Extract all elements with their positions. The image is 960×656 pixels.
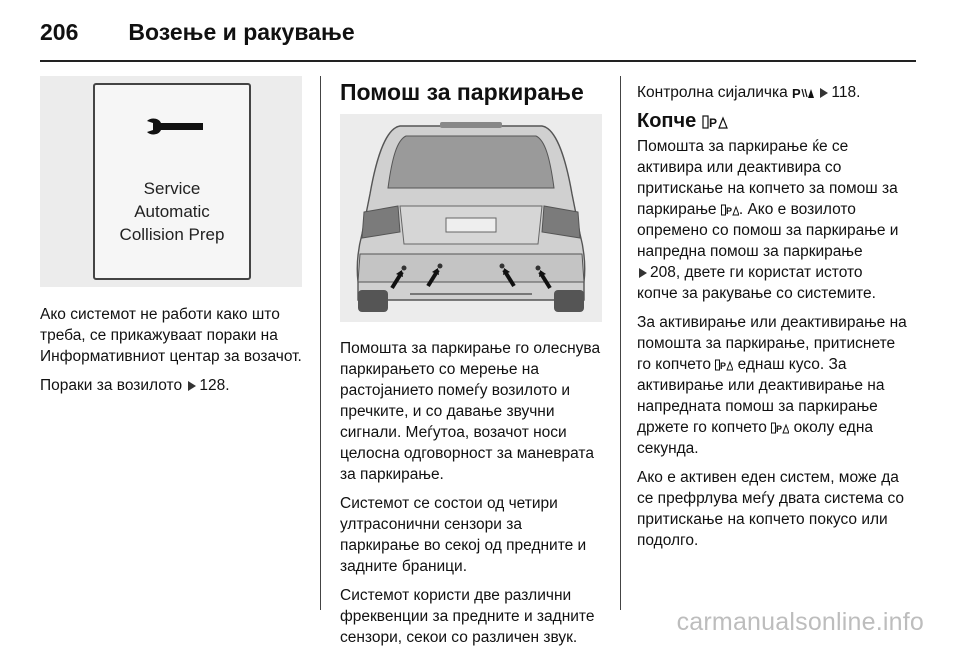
svg-text:P: P xyxy=(725,205,732,216)
svg-text:P: P xyxy=(792,85,801,100)
column-divider-1 xyxy=(320,76,321,610)
chapter-title: Возење и ракување xyxy=(128,18,355,45)
parking-assist-icon xyxy=(792,86,814,100)
button-subtitle: Копче P xyxy=(637,111,907,132)
display-line-service: Service xyxy=(143,179,201,198)
display-line-automatic: Automatic xyxy=(134,202,210,221)
svg-text:P: P xyxy=(709,115,718,130)
page-reference: 128. xyxy=(199,377,230,394)
parking-assist-button-icon xyxy=(702,114,728,130)
parking-assist-button-icon xyxy=(771,422,789,434)
parking-assist-button-icon xyxy=(721,204,739,216)
svg-text:P: P xyxy=(776,423,783,434)
right-paragraph-3: Ако е активен еден систем, може да се префрлува меѓу двата система со притискање на копчето покусо или подолго. xyxy=(637,469,904,549)
middle-paragraph-2: Системот се состои од четири ултрасонични сензори за паркирање во секој од предните и задните браници. xyxy=(340,495,587,575)
left-paragraph-1: Ако системот не работи како што треба, се прикажуваат пораки на Информативниот центар за возачот. xyxy=(40,306,302,365)
parking-assist-button-icon xyxy=(715,359,733,371)
car-rear-illustration xyxy=(340,114,602,322)
svg-text:P: P xyxy=(720,360,727,371)
middle-paragraph-1: Помошта за паркирање го олеснува паркирањето со мерење на растојанието помеѓу возилото и пречките, и со давање звучни сигнали. Меѓутоа, возачот носи целосна одговорност за маневрата за паркирање. xyxy=(340,340,601,483)
right-paragraph-2: За активирање или деактивирање на помошта за паркирање, притиснете го копчето P еднаш кусо. За активирање или деактивирање на напредната помош за паркирање држете го копчето P околу една секунда. xyxy=(637,314,907,457)
header-rule xyxy=(40,60,916,62)
watermark: carmanualsonline.info xyxy=(676,608,924,636)
middle-column xyxy=(340,338,605,656)
display-line-collision-prep: Collision Prep xyxy=(119,225,225,244)
driver-info-display xyxy=(93,83,251,280)
left-column xyxy=(40,304,305,404)
page-header xyxy=(40,14,355,50)
right-column xyxy=(637,82,907,559)
control-light-line: Контролна сијаличка P 118. xyxy=(637,84,861,101)
left-paragraph-2: Пораки за возилото 128. xyxy=(40,377,230,394)
section-title: Помош за паркирање xyxy=(340,79,584,105)
middle-paragraph-3: Системот користи две различни фреквенции за предните и задните сензори, секои со различен звук. xyxy=(340,587,595,646)
right-paragraph-1: Помошта за паркирање ќе се активира или деактивира со притискање на копчето за помош за паркирање P . Ако е возилото опремено со помош за паркирање и напредна помош за паркирање 208, двете ги користат истото копче за ракување со системите. xyxy=(637,138,899,302)
reference-arrow-icon xyxy=(639,268,647,278)
column-divider-2 xyxy=(620,76,621,610)
display-message xyxy=(95,177,249,246)
reference-arrow-icon xyxy=(188,381,196,391)
page-number: 206 xyxy=(40,18,79,45)
car-rear-figure xyxy=(340,114,602,322)
reference-arrow-icon xyxy=(820,88,828,98)
page-reference: 118. xyxy=(831,84,861,101)
wrench-icon xyxy=(145,117,205,137)
